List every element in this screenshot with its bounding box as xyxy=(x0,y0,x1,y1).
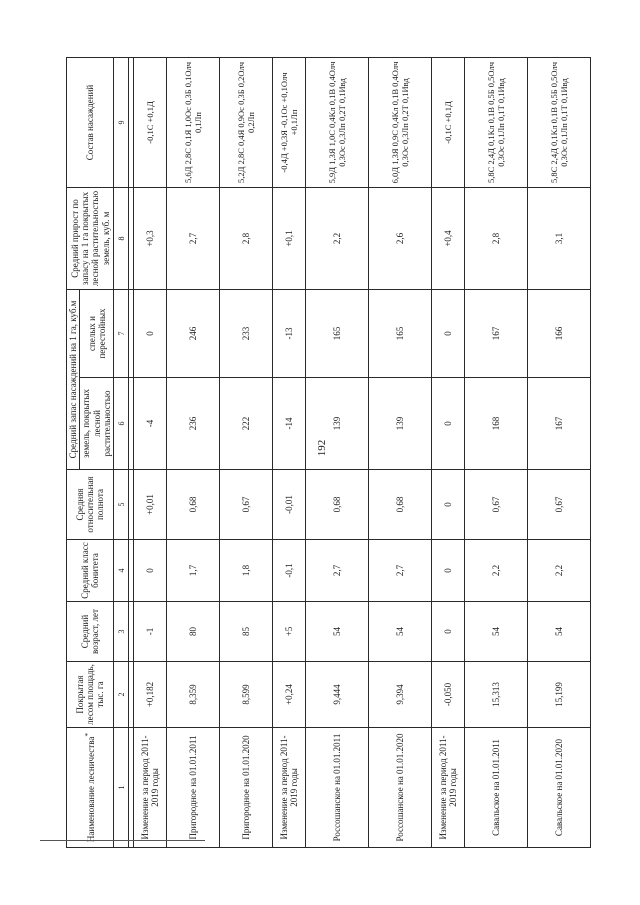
row-name: Пригородное на 01.01.2020 xyxy=(220,728,273,848)
cell-stock-mature: 167 xyxy=(465,289,528,377)
cell-stock-covered: -4 xyxy=(134,378,167,470)
cell-bonitet: 2,2 xyxy=(465,540,528,602)
col-index: 9 xyxy=(114,57,129,187)
cell-stock-mature: 0 xyxy=(134,289,167,377)
cell-stock-covered: 0 xyxy=(432,378,465,470)
cell-bonitet: 0 xyxy=(134,540,167,602)
row-name: Изменение за период 2011-2019 годы xyxy=(273,728,306,848)
cell-stock-covered: 139 xyxy=(306,378,369,470)
cell-composition: 5,8С 2,4Д 0,1Кл 0,1В 0,5Б 0,5Олч 0,3Ос 0,1Лп 0,1Т 0,1Ивд xyxy=(465,57,528,187)
cell-density: 0,68 xyxy=(306,470,369,540)
cell-age: 54 xyxy=(306,602,369,662)
col-index: 8 xyxy=(114,187,129,289)
cell-growth: +0,4 xyxy=(432,187,465,289)
cell-growth: +0,1 xyxy=(273,187,306,289)
col-index: 2 xyxy=(114,662,129,728)
cell-bonitet: 2,2 xyxy=(528,540,591,602)
row-name: Пригородное на 01.01.2011 xyxy=(167,728,220,848)
cell-age: 54 xyxy=(369,602,432,662)
cell-age: 85 xyxy=(220,602,273,662)
header-stock-covered: земель, покрытых лесной растительностью xyxy=(80,378,114,470)
cell-stock-mature: 166 xyxy=(528,289,591,377)
cell-stock-mature: 165 xyxy=(306,289,369,377)
table-row xyxy=(528,57,591,847)
cell-growth: 3,1 xyxy=(528,187,591,289)
header-stock-mature: спелых и перестойных xyxy=(80,289,114,377)
footnote-separator xyxy=(40,840,205,841)
cell-growth: 2,2 xyxy=(306,187,369,289)
cell-stock-covered: -14 xyxy=(273,378,306,470)
cell-area: +0,24 xyxy=(273,662,306,728)
cell-growth: 2,8 xyxy=(220,187,273,289)
cell-stock-covered: 222 xyxy=(220,378,273,470)
cell-area: 15,199 xyxy=(528,662,591,728)
cell-growth: 2,7 xyxy=(167,187,220,289)
table-row xyxy=(465,57,528,847)
cell-density: 0,67 xyxy=(220,470,273,540)
header-composition: Состав насаждений xyxy=(67,57,114,187)
cell-age: 54 xyxy=(528,602,591,662)
header-row xyxy=(67,57,80,847)
cell-stock-covered: 139 xyxy=(369,378,432,470)
table-row xyxy=(306,57,369,847)
cell-stock-mature: 0 xyxy=(432,289,465,377)
cell-composition: -0,1С +0,1Д xyxy=(134,57,167,187)
cell-area: 9,394 xyxy=(369,662,432,728)
cell-density: -0,01 xyxy=(273,470,306,540)
row-name: Изменение за период 2011-2019 годы xyxy=(432,728,465,848)
cell-area: -0,050 xyxy=(432,662,465,728)
cell-bonitet: 2,7 xyxy=(306,540,369,602)
row-name: Россошанское на 01.01.2011 xyxy=(306,728,369,848)
cell-stock-mature: 165 xyxy=(369,289,432,377)
col-index: 5 xyxy=(114,470,129,540)
cell-density: +0,01 xyxy=(134,470,167,540)
cell-stock-mature: -13 xyxy=(273,289,306,377)
page-number: 192 xyxy=(316,439,328,457)
col-index: 1 xyxy=(114,728,129,848)
col-index: 4 xyxy=(114,540,129,602)
table-row xyxy=(432,57,465,847)
cell-growth: 2,6 xyxy=(369,187,432,289)
table-row xyxy=(167,57,220,847)
cell-area: 15,313 xyxy=(465,662,528,728)
cell-composition: 5,9Д 1,3Я 1,0С 0,4Кл 0,1В 0,4Олч 0,3Ос 0,3Лп 0,2Т 0,1Ивд xyxy=(306,57,369,187)
cell-composition: 5,6Д 2,8С 0,1Я 1,0Ос 0,3Б 0,1Олч 0,1Лп xyxy=(167,57,220,187)
cell-composition: 6,0Д 1,3Я 0,9С 0,4Кл 0,1В 0,4Олч 0,3Ос 0,3Лп 0,2Т 0,1Ивд xyxy=(369,57,432,187)
header-age: Средний возраст, лет xyxy=(67,602,114,662)
header-growth: Средний прирост по запасу на 1 га покрытых лесной растительностью земель, куб. м xyxy=(67,187,114,289)
cell-density: 0 xyxy=(432,470,465,540)
table-row xyxy=(134,57,167,847)
header-area: Покрытая лесом площадь, тыс. га xyxy=(67,662,114,728)
cell-density: 0,68 xyxy=(369,470,432,540)
cell-stock-mature: 246 xyxy=(167,289,220,377)
cell-bonitet: -0,1 xyxy=(273,540,306,602)
cell-area: 8,599 xyxy=(220,662,273,728)
table-row xyxy=(220,57,273,847)
cell-age: +5 xyxy=(273,602,306,662)
cell-bonitet: 0 xyxy=(432,540,465,602)
rotated-table-frame xyxy=(66,58,570,848)
col-index: 7 xyxy=(114,289,129,377)
cell-bonitet: 2,7 xyxy=(369,540,432,602)
column-index-row xyxy=(114,57,129,847)
table-row xyxy=(273,57,306,847)
col-index: 6 xyxy=(114,378,129,470)
header-bonitet: Средний класс бонитета xyxy=(67,540,114,602)
cell-age: 80 xyxy=(167,602,220,662)
cell-bonitet: 1,7 xyxy=(167,540,220,602)
col-index: 3 xyxy=(114,602,129,662)
cell-density: 0,67 xyxy=(528,470,591,540)
forestry-table xyxy=(66,57,591,848)
cell-density: 0,68 xyxy=(167,470,220,540)
header-name: Наименование лесничества* xyxy=(67,728,114,848)
cell-age: 54 xyxy=(465,602,528,662)
table-container xyxy=(66,58,570,848)
cell-growth: +0,3 xyxy=(134,187,167,289)
cell-area: +0,182 xyxy=(134,662,167,728)
cell-composition: 5,2Д 2,8С 0,4Я 0,9Ос 0,3Б 0,2Олч 0,2Лп xyxy=(220,57,273,187)
cell-age: -1 xyxy=(134,602,167,662)
row-name: Савальское на 01.01.2011 xyxy=(465,728,528,848)
cell-composition: -0,4Д +0,3Я -0,1Ос +0,1Олч +0,1Лп xyxy=(273,57,306,187)
cell-bonitet: 1,8 xyxy=(220,540,273,602)
cell-growth: 2,8 xyxy=(465,187,528,289)
row-name: Савальское на 01.01.2020 xyxy=(528,728,591,848)
cell-composition: 5,8С 2,4Д 0,1Кл 0,1В 0,5Б 0,5Олч 0,3Ос 0,1Лп 0,1Т 0,1Ивд xyxy=(528,57,591,187)
cell-area: 8,359 xyxy=(167,662,220,728)
cell-stock-covered: 167 xyxy=(528,378,591,470)
cell-composition: -0,1С +0,1Д xyxy=(432,57,465,187)
cell-stock-covered: 236 xyxy=(167,378,220,470)
table-row xyxy=(369,57,432,847)
cell-stock-covered: 168 xyxy=(465,378,528,470)
cell-area: 9,444 xyxy=(306,662,369,728)
cell-density: 0,67 xyxy=(465,470,528,540)
cell-stock-mature: 233 xyxy=(220,289,273,377)
row-name: Россошанское на 01.01.2020 xyxy=(369,728,432,848)
header-density: Средняя относительная полнота xyxy=(67,470,114,540)
row-name: Изменение за период 2011-2019 годы xyxy=(134,728,167,848)
cell-age: 0 xyxy=(432,602,465,662)
header-stock-group: Средний запас насаждений на 1 га, куб.м xyxy=(67,289,80,469)
